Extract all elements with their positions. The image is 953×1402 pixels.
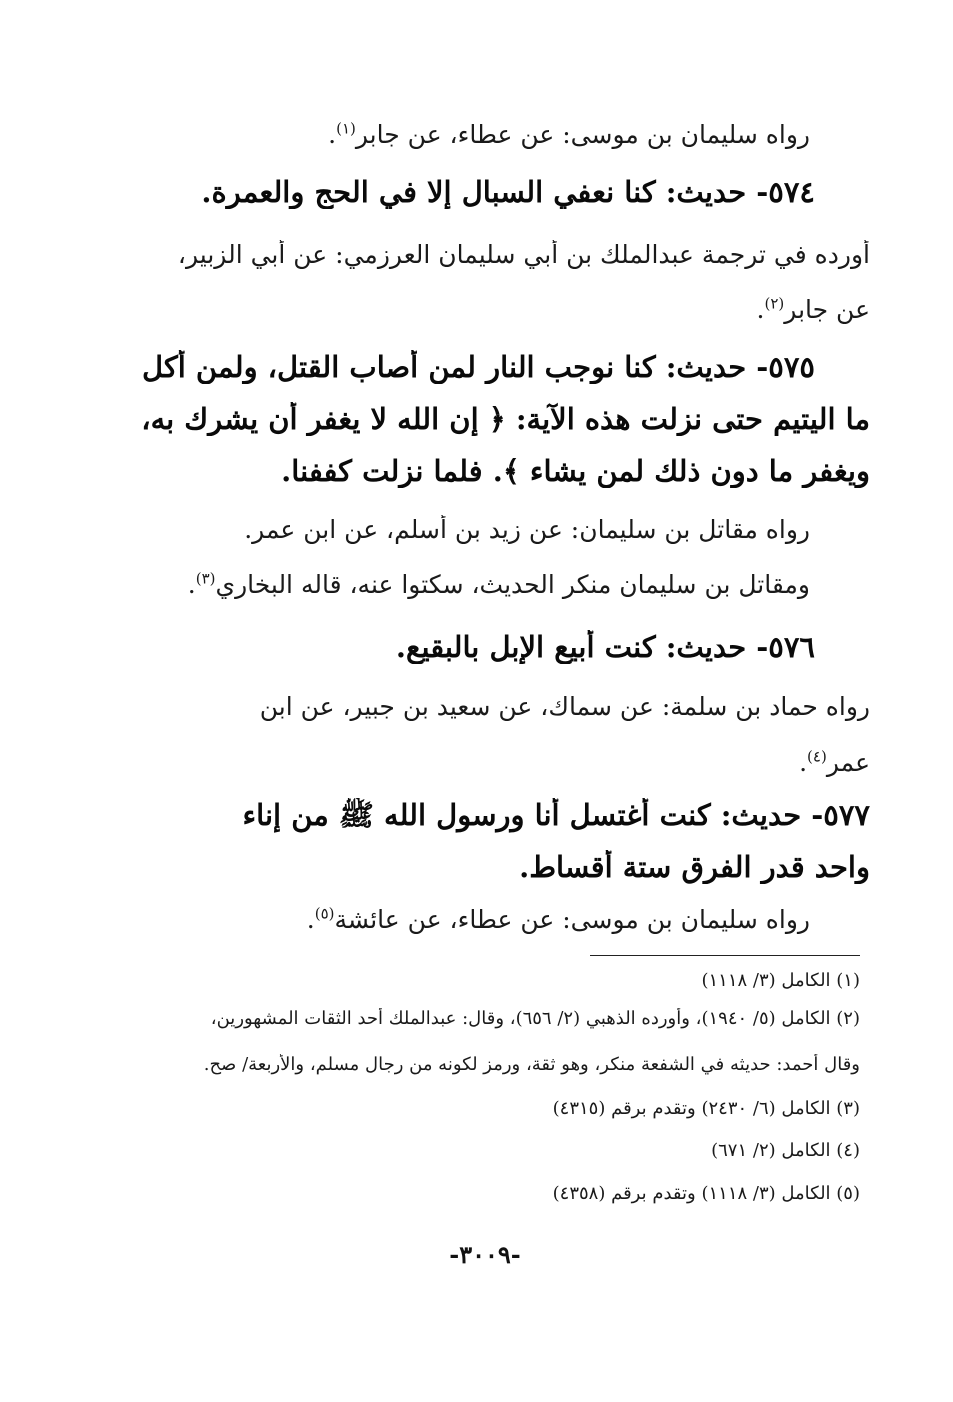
hadith-text: ما اليتيم حتى نزلت هذه الآية: ﴿ إن الله لا يغفر أن يشرك به، [141, 402, 870, 436]
period: . [306, 905, 315, 934]
period: . [756, 295, 765, 324]
narration-line [100, 748, 870, 777]
footnote-5: (٥) الكامل (٣/ ١١١٨) وتقدم برقم (٤٣٥٨) [552, 1183, 860, 1204]
narration-line [100, 295, 870, 324]
footnote-3: (٣) الكامل (٦/ ٢٤٣٠) وتقدم برقم (٤٣١٥) [552, 1098, 860, 1119]
page-number: -٣٠٠٩- [449, 1240, 521, 1269]
footnote-separator [590, 955, 860, 956]
hadith-575-line-2 [100, 402, 870, 436]
narration-line [100, 240, 870, 269]
hadith-text: واحد قدر الفرق ستة أقساط. [519, 850, 870, 884]
period: . [187, 570, 196, 599]
hadith-575-line-1 [100, 350, 815, 384]
hadith-577-line-2 [100, 850, 870, 884]
hadith-576 [100, 630, 815, 664]
footnote-2-continued: وقال أحمد: حديثه في الشفعة منكر، وهو ثقة، ورمز لكونه من رجال مسلم، والأربعة/ صح. [203, 1054, 860, 1075]
narration-text: عن جابر [784, 295, 870, 324]
narration-line [100, 570, 810, 599]
hadith-text: ٥٧٦- حديث: كنت أبيع الإبل بالبقيع. [395, 630, 815, 664]
narration-text: ومقاتل بن سليمان منكر الحديث، سكتوا عنه، قاله البخاري [215, 570, 810, 599]
footnote-1: (١) الكامل (٣/ ١١١٨) [701, 970, 860, 991]
hadith-577-line-1 [100, 798, 870, 840]
narration-line [100, 515, 810, 544]
footnote-marker: (٤) [807, 748, 827, 766]
hadith-574 [100, 175, 815, 209]
narration-line [100, 905, 810, 934]
narration-line [100, 692, 870, 721]
period: . [799, 748, 808, 777]
footnote-marker: (٥) [314, 905, 335, 923]
narration-text: عمر [826, 748, 870, 777]
narration-text: رواه مقاتل بن سليمان: عن زيد بن أسلم، عن ابن عمر. [244, 515, 810, 544]
period: . [328, 120, 337, 149]
footnote-2: (٢) الكامل (٥/ ١٩٤٠)، وأورده الذهبي (٢/ ٦٥٦)، وقال: عبدالملك أحد الثقات المشهورين، [210, 1008, 860, 1029]
hadith-text: ويغفر ما دون ذلك لمن يشاء ﴾. فلما نزلت كففنا. [281, 454, 870, 488]
hadith-text: ٥٧٤- حديث: كنا نعفي السبال إلا في الحج والعمرة. [201, 175, 815, 209]
narration-text: رواه سليمان بن موسى: عن عطاء، عن جابر [355, 120, 810, 149]
footnote-marker: (١) [336, 120, 356, 138]
narration-text: رواه سليمان بن موسى: عن عطاء، عن عائشة [334, 905, 810, 934]
narration-line [100, 120, 810, 149]
hadith-text: ٥٧٥- حديث: كنا نوجب النار لمن أصاب القتل، ولمن أكل [141, 350, 815, 384]
footnote-marker: (٣) [195, 570, 216, 588]
footnote-marker: (٢) [764, 295, 785, 313]
hadith-575-line-3 [100, 454, 870, 488]
hadith-text: ٥٧٧- حديث: كنت أغتسل أنا ورسول الله ﷺ من إناء [242, 798, 870, 832]
book-page [100, 100, 870, 1300]
narration-text: رواه حماد بن سلمة: عن سماك، عن سعيد بن جبير، عن ابن [259, 692, 870, 721]
footnote-4: (٤) الكامل (٢/ ٦٧١) [711, 1140, 860, 1161]
narration-text: أورده في ترجمة عبدالملك بن أبي سليمان العرزمي: عن أبي الزبير، [177, 240, 870, 269]
